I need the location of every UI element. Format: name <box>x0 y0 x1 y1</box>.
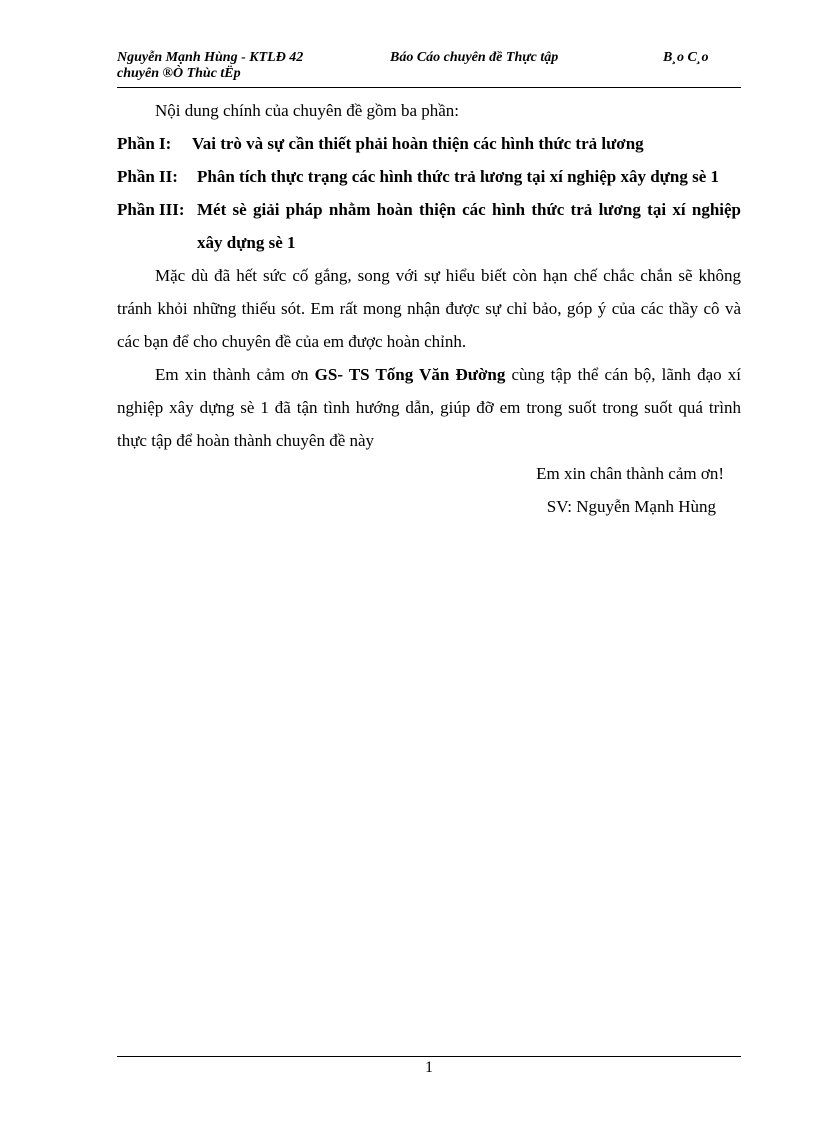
header-title: Báo Cáo chuyên đề Thực tập <box>390 50 559 65</box>
body-paragraph-1: Mặc dù đã hết sức cố gắng, song với sự hiểu biết còn hạn chế chắc chắn sẽ không tránh khỏi những thiếu sót. Em rất mong nhận được sự chỉ bảo, góp ý của các thầy cô và các bạn để cho chuyên đề của em được hoàn chỉnh. <box>117 266 741 351</box>
document-body <box>117 94 741 523</box>
advisor-name: GS- TS Tống Văn Đường <box>314 365 506 384</box>
part-2-label: Phần II: <box>117 167 178 186</box>
body-paragraph-2 <box>117 358 741 457</box>
header-author: Nguyễn Mạnh Hùng - KTLĐ 42 <box>117 50 304 65</box>
part-1-label: Phần I: <box>117 134 172 153</box>
part-1-text: Vai trò và sự cần thiết phải hoàn thiện các hình thức trả lương <box>192 134 644 153</box>
intro-paragraph: Nội dung chính của chuyên đề gồm ba phần: <box>155 101 460 120</box>
part-3 <box>117 193 741 259</box>
footer-divider <box>117 1056 741 1057</box>
signature: SV: Nguyễn Mạnh Hùng <box>546 497 716 516</box>
page-header <box>117 49 741 87</box>
closing-line: Em xin chân thành cảm ơn! <box>536 464 724 483</box>
header-label: B¸o C¸o <box>663 50 709 65</box>
header-subtitle: chuyên ®Ò Thùc tËp <box>117 66 241 81</box>
header-divider <box>117 87 741 88</box>
part-3-text: Mét sè giải pháp nhằm hoàn thiện các hình thức trả lương tại xí nghiệp xây dựng sè 1 <box>197 200 741 252</box>
part-2-text: Phân tích thực trạng các hình thức trả lương tại xí nghiệp xây dựng sè 1 <box>197 167 720 186</box>
part-3-label: Phần III: <box>117 200 185 219</box>
part-1 <box>117 127 741 160</box>
part-2 <box>117 160 741 193</box>
page-number: 1 <box>425 1059 433 1076</box>
acknowledgement-rest: cùng tập thể cán bộ, lãnh đạo xí nghiệp xây dựng sè 1 đã tận tình hướng dẫn, giúp đỡ em trong suốt trong suốt quá trình thực tập để hoàn thành chuyên đề này <box>117 365 741 450</box>
acknowledgement-lead: Em xin thành cảm ơn <box>155 365 315 384</box>
